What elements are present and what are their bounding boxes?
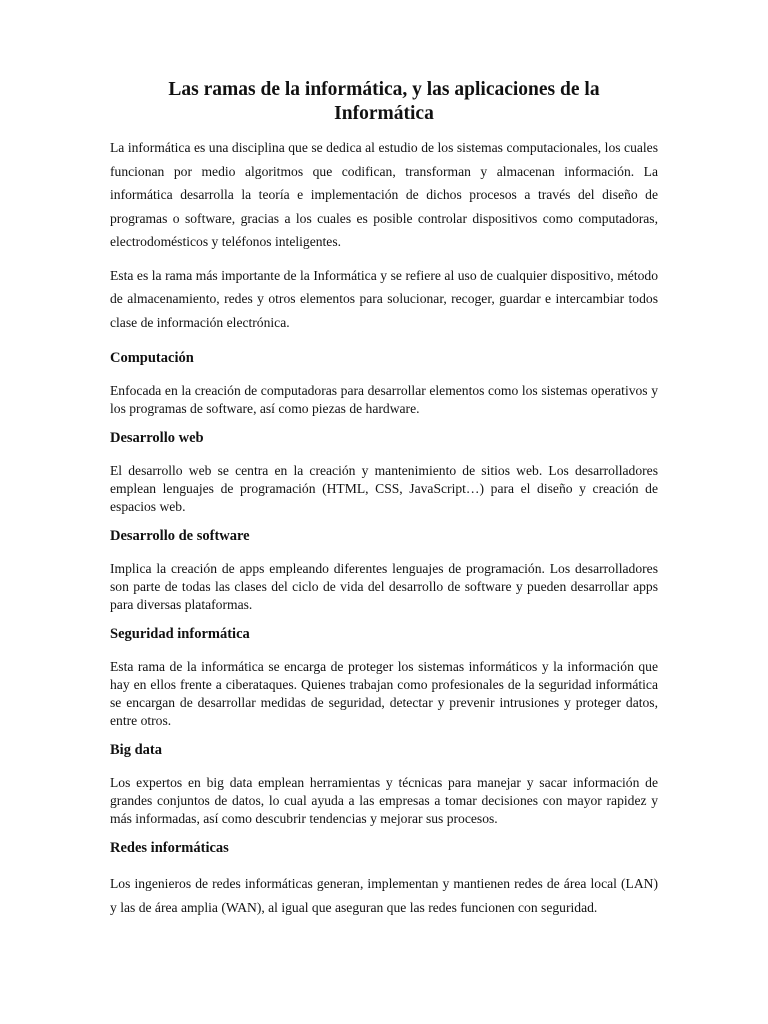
- section-heading-big-data: Big data: [110, 742, 162, 758]
- intro-paragraph-2: Esta es la rama más importante de la Informática y se refiere al uso de cualquier dispositivo, método de almacenamiento, redes y otros elementos para solucionar, recoger, guardar e intercambiar todos clase de información electrónica.: [110, 267, 658, 330]
- section-body-redes-informaticas: Los ingenieros de redes informáticas generan, implementan y mantienen redes de área local (LAN) y las de área amplia (WAN), al igual que aseguran que las redes funcionen con seguridad.: [110, 876, 658, 915]
- document-title-line-2: Informática: [334, 103, 434, 124]
- section-heading-desarrollo-web: Desarrollo web: [110, 430, 204, 446]
- intro-paragraph: La informática es una disciplina que se dedica al estudio de los sistemas computacionales, los cuales funcionan por medio algoritmos que codifican, transforman y almacenan información. La informática desarrolla la teoría e implementación de dichos procesos a través del diseño de programas o software, gracias a los cuales es posible controlar dispositivos como computadoras, electrodomésticos y teléfonos inteligentes.: [110, 140, 658, 249]
- section-body-desarrollo-software: Implica la creación de apps empleando diferentes lenguajes de programación. Los desarrolladores son parte de todas las clases del ciclo de vida del desarrollo de software y pueden desarrollar apps para diversas plataformas.: [110, 561, 658, 612]
- section-body-big-data: Los expertos en big data emplean herramientas y técnicas para manejar y sacar información de grandes conjuntos de datos, lo cual ayuda a las empresas a tomar decisiones con mayor rapidez y más informadas, así como descubrir tendencias y mejorar sus procesos.: [110, 775, 658, 826]
- section-heading-computacion: Computación: [110, 350, 194, 366]
- section-heading-seguridad-informatica: Seguridad informática: [110, 626, 250, 642]
- document-title: [110, 78, 658, 126]
- section-heading-desarrollo-software: Desarrollo de software: [110, 528, 250, 544]
- section-body-desarrollo-web: El desarrollo web se centra en la creación y mantenimiento de sitios web. Los desarrolladores emplean lenguajes de programación (HTML, CSS, JavaScript…) para el diseño y creación de espacios web.: [110, 463, 658, 514]
- section-body-seguridad-informatica: Esta rama de la informática se encarga de proteger los sistemas informáticos y la información que hay en ellos frente a ciberataques. Quienes trabajan como profesionales de la seguridad informática se encargan de desarrollar medidas de seguridad, detectar y prevenir intrusiones y proteger datos, entre otros.: [110, 659, 658, 728]
- document-title-line-1: Las ramas de la informática, y las aplicaciones de la: [168, 79, 600, 100]
- section-heading-redes-informaticas: Redes informáticas: [110, 840, 229, 856]
- section-body-computacion: Enfocada en la creación de computadoras para desarrollar elementos como los sistemas operativos y los programas de software, así como piezas de hardware.: [110, 383, 658, 416]
